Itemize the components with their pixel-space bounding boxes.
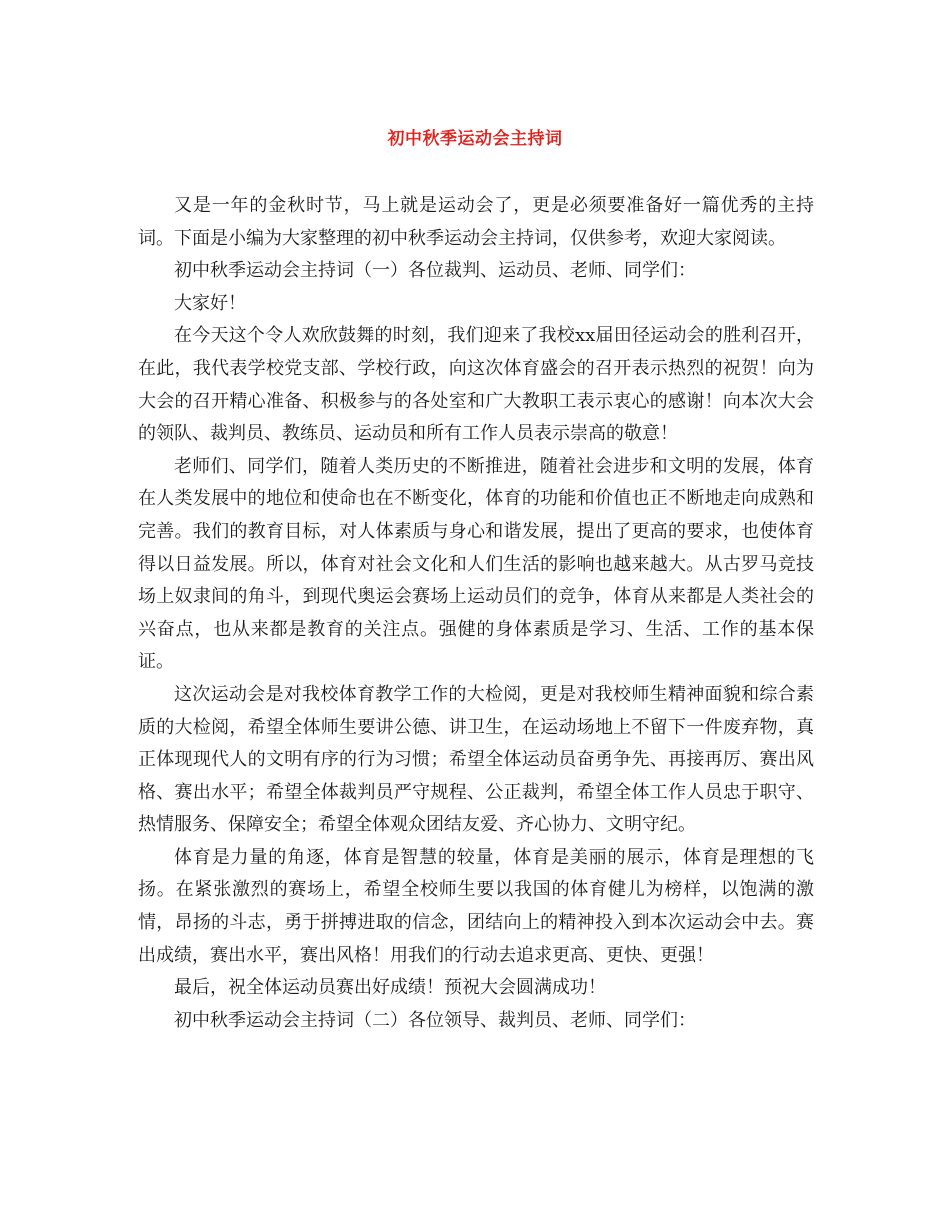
paragraph-greeting: 大家好！ — [174, 292, 246, 314]
paragraph-sports-spirit: 体育是力量的角逐，体育是智慧的较量，体育是美丽的展示，体育是理想的飞扬。在紧张激烈的赛场上，希望全校师生要以我国的体育健儿为榜样，以饱满的激情，昂扬的斗志，勇于拼搏进取的信念，团结向上的精神投入到本次运动会中去。赛出成绩，赛出水平，赛出风格！用我们的行动去追求更高、更快、更强！ — [138, 846, 814, 966]
paragraph-opening: 在今天这个令人欢欣鼓舞的时刻，我们迎来了我校xx届田径运动会的胜利召开，在此，我代表学校党支部、学校行政，向这次体育盛会的召开表示热烈的祝贺！向为大会的召开精心准备、积极参与的各处室和广大教职工表示衷心的感谢！向本次大会的领队、裁判员、教练员、运动员和所有工作人员表示崇高的敬意！ — [138, 325, 814, 445]
paragraph-speech-two-heading: 初中秋季运动会主持词（二）各位领导、裁判员、老师、同学们： — [174, 1009, 696, 1031]
paragraph-intro: 又是一年的金秋时节，马上就是运动会了，更是必须要准备好一篇优秀的主持词。下面是小编为大家整理的初中秋季运动会主持词，仅供参考，欢迎大家阅读。 — [138, 195, 814, 249]
document-title: 初中秋季运动会主持词 — [387, 129, 563, 149]
paragraph-hopes: 这次运动会是对我校体育教学工作的大检阅，更是对我校师生精神面貌和综合素质的大检阅，希望全体师生要讲公德、讲卫生，在运动场地上不留下一件废弃物，真正体现现代人的文明有序的行为习惯；希望全体运动员奋勇争先、再接再厉、赛出风格、赛出水平；希望全体裁判员严守规程、公正裁判，希望全体工作人员忠于职守、热情服务、保障安全；希望全体观众团结友爱、齐心协力、文明守纪。 — [138, 683, 814, 836]
paragraph-sports-development: 老师们、同学们，随着人类历史的不断推进，随着社会进步和文明的发展，体育在人类发展中的地位和使命也在不断变化，体育的功能和价值也正不断地走向成熟和完善。我们的教育目标，对人体素质与身心和谐发展，提出了更高的要求，也使体育得以日益发展。所以，体育对社会文化和人们生活的影响也越来越大。从古罗马竞技场上奴隶间的角斗，到现代奥运会赛场上运动员们的竞争，体育从来都是人类社会的兴奋点，也从来都是教育的关注点。强健的身体素质是学习、生活、工作的基本保证。 — [138, 455, 814, 673]
paragraph-closing-wishes: 最后，祝全体运动员赛出好成绩！预祝大会圆满成功！ — [174, 977, 606, 999]
paragraph-speech-one-heading: 初中秋季运动会主持词（一）各位裁判、运动员、老师、同学们： — [174, 260, 696, 282]
document-body — [138, 190, 814, 1037]
